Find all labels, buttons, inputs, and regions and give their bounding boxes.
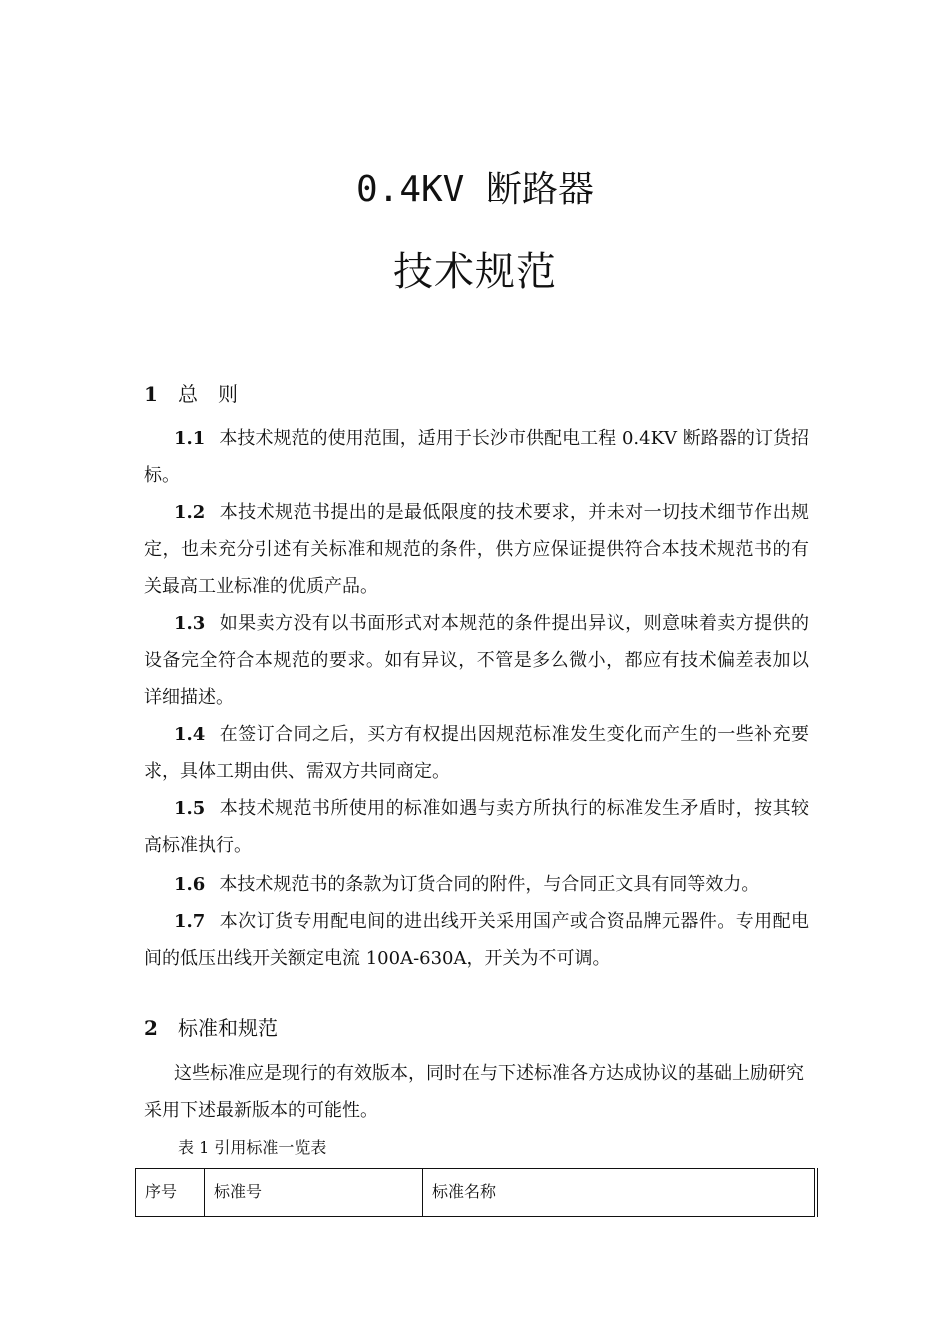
clause-1-2 <box>144 494 809 605</box>
section-title: 总 则 <box>178 382 238 406</box>
section-number: 1 <box>144 382 158 406</box>
clause-text: 在签订合同之后，买方有权提出因规范标准发生变化而产生的一些补充要求，具体工期由供、需双方共同商定。 <box>144 724 809 782</box>
clause-1-3 <box>144 605 809 716</box>
section-2-intro: 这些标准应是现行的有效版本，同时在与下述标准各方达成协议的基础上励研究采用下述最新版本的可能性。 <box>144 1063 804 1121</box>
clause-1-5 <box>144 790 809 864</box>
clause-number: 1.3 <box>174 613 206 634</box>
clause-number: 1.4 <box>174 724 206 745</box>
table-header-row <box>136 1169 817 1217</box>
clause-text: 本技术规范书的条款为订货合同的附件，与合同正文具有同等效力。 <box>219 874 760 895</box>
section-number: 2 <box>144 1016 158 1040</box>
section-1-heading <box>144 380 238 408</box>
section-2-heading <box>144 1014 278 1042</box>
document-subtitle: 技术规范 <box>393 249 557 295</box>
clause-number: 1.2 <box>174 502 206 523</box>
clause-text: 本次订货专用配电间的进出线开关采用国产或合资品牌元器件。专用配电间的低压出线开关额定电流 100A-630A，开关为不可调。 <box>144 911 809 969</box>
column-header-standard-number: 标准号 <box>205 1169 423 1217</box>
column-header-index: 序号 <box>136 1169 205 1217</box>
clause-number: 1.6 <box>174 874 206 895</box>
clause-number: 1.1 <box>174 428 206 449</box>
clause-1-7 <box>144 903 809 977</box>
clause-number: 1.7 <box>174 911 206 932</box>
clause-1-4 <box>144 716 809 790</box>
table-caption: 表 1 引用标准一览表 <box>178 1138 327 1157</box>
clause-1-6 <box>144 866 809 903</box>
clause-text: 如果卖方没有以书面形式对本规范的条件提出异议，则意味着卖方提供的设备完全符合本规范的要求。如有异议，不管是多么微小，都应有技术偏差表加以详细描述。 <box>144 613 809 708</box>
clause-number: 1.5 <box>174 798 206 819</box>
reference-standards-table <box>135 1168 818 1217</box>
clause-text: 本技术规范书提出的是最低限度的技术要求，并未对一切技术细节作出规定，也未充分引述有关标准和规范的条件，供方应保证提供符合本技术规范书的有关最高工业标准的优质产品。 <box>144 502 809 597</box>
section-title: 标准和规范 <box>178 1016 278 1040</box>
clause-text: 本技术规范的使用范围，适用于长沙市供配电工程 0.4KV 断路器的订货招标。 <box>144 428 809 486</box>
clause-text: 本技术规范书所使用的标准如遇与卖方所执行的标准发生矛盾时，按其较高标准执行。 <box>144 798 809 856</box>
clause-1-1 <box>144 420 809 494</box>
column-header-standard-name: 标准名称 <box>423 1169 817 1217</box>
document-title: 0.4KV 断路器 <box>355 169 595 210</box>
